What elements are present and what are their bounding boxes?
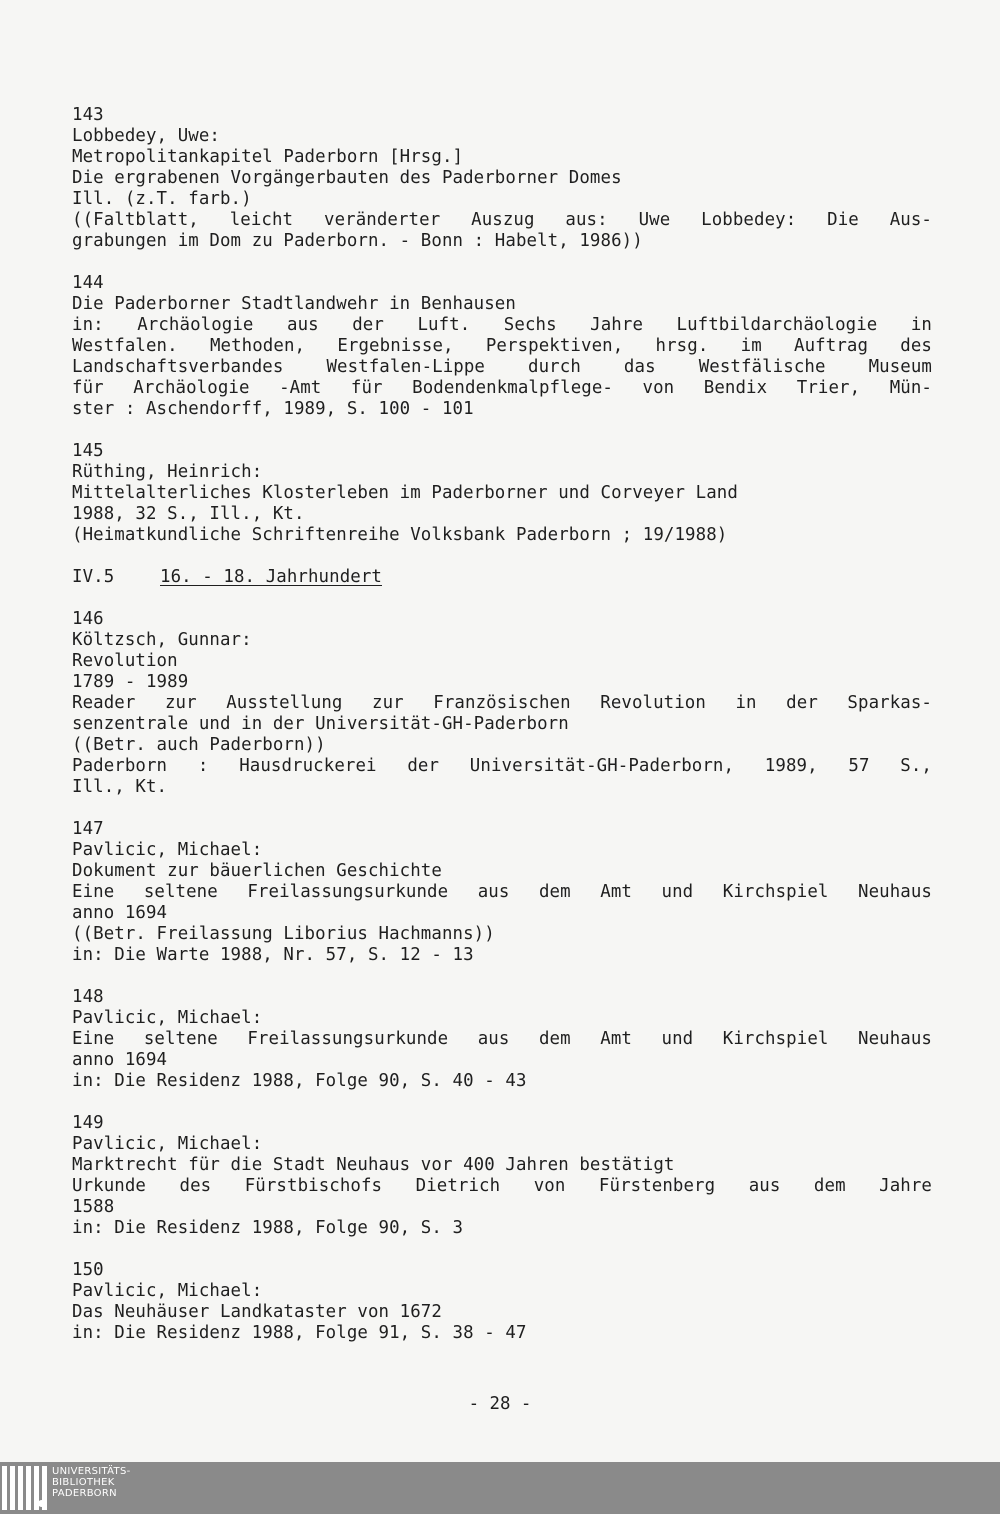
entry-line: Ill. (z.T. farb.)	[72, 189, 252, 209]
spacer	[72, 546, 932, 567]
bibliography-entry	[72, 441, 932, 546]
entry-line: 1988, 32 S., Ill., Kt.	[72, 504, 305, 524]
entry-line: Metropolitankapitel Paderborn [Hrsg.]	[72, 147, 464, 167]
entry-line: ((Faltblatt, leicht veränderter Auszug aus: Uwe Lobbedey: Die Aus-	[72, 210, 932, 230]
bibliography-entry	[72, 819, 932, 966]
entry-line: Die Paderborner Stadtlandwehr in Benhausen	[72, 294, 516, 314]
spacer	[72, 420, 932, 441]
entries-group-a	[72, 105, 932, 546]
logo-line: UNIVERSITÄTS-	[52, 1466, 131, 1477]
entry-line: Revolution	[72, 651, 178, 671]
entry-line: (Heimatkundliche Schriftenreihe Volksbank Paderborn ; 19/1988)	[72, 525, 728, 545]
entry-line: ster : Aschendorff, 1989, S. 100 - 101	[72, 399, 474, 419]
entry-line: Rüthing, Heinrich:	[72, 462, 263, 482]
bibliography-entry	[72, 987, 932, 1092]
entry-line: 1588	[72, 1197, 115, 1217]
entry-line: Dokument zur bäuerlichen Geschichte	[72, 861, 442, 881]
entry-number: 150	[72, 1260, 104, 1280]
spacer	[72, 798, 932, 819]
entry-line: für Archäologie -Amt für Bodendenkmalpflege- von Bendix Trier, Mün-	[72, 378, 932, 398]
entry-line: Eine seltene Freilassungsurkunde aus dem Amt und Kirchspiel Neuhaus	[72, 1029, 932, 1049]
entry-line: Költzsch, Gunnar:	[72, 630, 252, 650]
entry-number: 144	[72, 273, 104, 293]
bibliography-entry	[72, 1260, 932, 1344]
entry-line: Lobbedey, Uwe:	[72, 126, 220, 146]
bibliography-entry	[72, 1113, 932, 1239]
entry-line: grabungen im Dom zu Paderborn. - Bonn : Habelt, 1986))	[72, 231, 643, 251]
bibliography-entry	[72, 609, 932, 798]
entry-number: 149	[72, 1113, 104, 1133]
entry-line: Pavlicic, Michael:	[72, 1008, 263, 1028]
library-logo-text	[52, 1466, 131, 1499]
entry-line: in: Die Residenz 1988, Folge 90, S. 3	[72, 1218, 464, 1238]
spacer	[72, 588, 932, 609]
entry-line: Urkunde des Fürstbischofs Dietrich von Fürstenberg aus dem Jahre	[72, 1176, 932, 1196]
entry-line: in: Die Residenz 1988, Folge 91, S. 38 - 47	[72, 1323, 527, 1343]
bibliography-entry	[72, 105, 932, 252]
entry-line: Marktrecht für die Stadt Neuhaus vor 400 Jahren bestätigt	[72, 1155, 675, 1175]
entry-line: ((Betr. Freilassung Liborius Hachmanns))	[72, 924, 495, 944]
section-number: IV.5	[72, 567, 115, 587]
entry-line: Eine seltene Freilassungsurkunde aus dem Amt und Kirchspiel Neuhaus	[72, 882, 932, 902]
entry-number: 143	[72, 105, 104, 125]
entry-line: Pavlicic, Michael:	[72, 840, 263, 860]
entry-line: Mittelalterliches Klosterleben im Paderborner und Corveyer Land	[72, 483, 738, 503]
entry-line: Reader zur Ausstellung zur Französischen Revolution in der Sparkas-	[72, 693, 932, 713]
entry-line: Pavlicic, Michael:	[72, 1134, 263, 1154]
entries-group-b	[72, 609, 932, 1344]
spacer	[72, 252, 932, 273]
bibliography-text	[72, 105, 932, 1344]
logo-dot	[38, 1500, 45, 1507]
entry-line: Westfalen. Methoden, Ergebnisse, Perspektiven, hrsg. im Auftrag des	[72, 336, 932, 356]
spacer	[72, 966, 932, 987]
entry-line: 1789 - 1989	[72, 672, 189, 692]
library-footer	[0, 1462, 1000, 1514]
logo-line: BIBLIOTHEK	[52, 1477, 115, 1488]
entry-line: in: Die Warte 1988, Nr. 57, S. 12 - 13	[72, 945, 474, 965]
entry-line: Die ergrabenen Vorgängerbauten des Paderborner Domes	[72, 168, 622, 188]
entry-line: in: Archäologie aus der Luft. Sechs Jahre Luftbildarchäologie in	[72, 315, 932, 335]
entry-line: ((Betr. auch Paderborn))	[72, 735, 326, 755]
bibliography-entry	[72, 273, 932, 420]
entry-number: 148	[72, 987, 104, 1007]
entry-number: 145	[72, 441, 104, 461]
entry-line: Pavlicic, Michael:	[72, 1281, 263, 1301]
section-heading	[72, 567, 932, 588]
entry-line: senzentrale und in der Universität-GH-Paderborn	[72, 714, 569, 734]
entry-line: anno 1694	[72, 903, 168, 923]
page-number: - 28 -	[468, 1394, 532, 1414]
spacer	[72, 1239, 932, 1260]
entry-line: Landschaftsverbandes Westfalen-Lippe durch das Westfälische Museum	[72, 357, 932, 377]
entry-number: 146	[72, 609, 104, 629]
logo-line: PADERBORN	[52, 1488, 117, 1499]
entry-line: Ill., Kt.	[72, 777, 168, 797]
section-title: 16. - 18. Jahrhundert	[160, 567, 382, 587]
entry-line: Paderborn : Hausdruckerei der Universität-GH-Paderborn, 1989, 57 S.,	[72, 756, 932, 776]
entry-line: Das Neuhäuser Landkataster von 1672	[72, 1302, 442, 1322]
spacer	[72, 1092, 932, 1113]
entry-number: 147	[72, 819, 104, 839]
entry-line: anno 1694	[72, 1050, 168, 1070]
entry-line: in: Die Residenz 1988, Folge 90, S. 40 - 43	[72, 1071, 527, 1091]
